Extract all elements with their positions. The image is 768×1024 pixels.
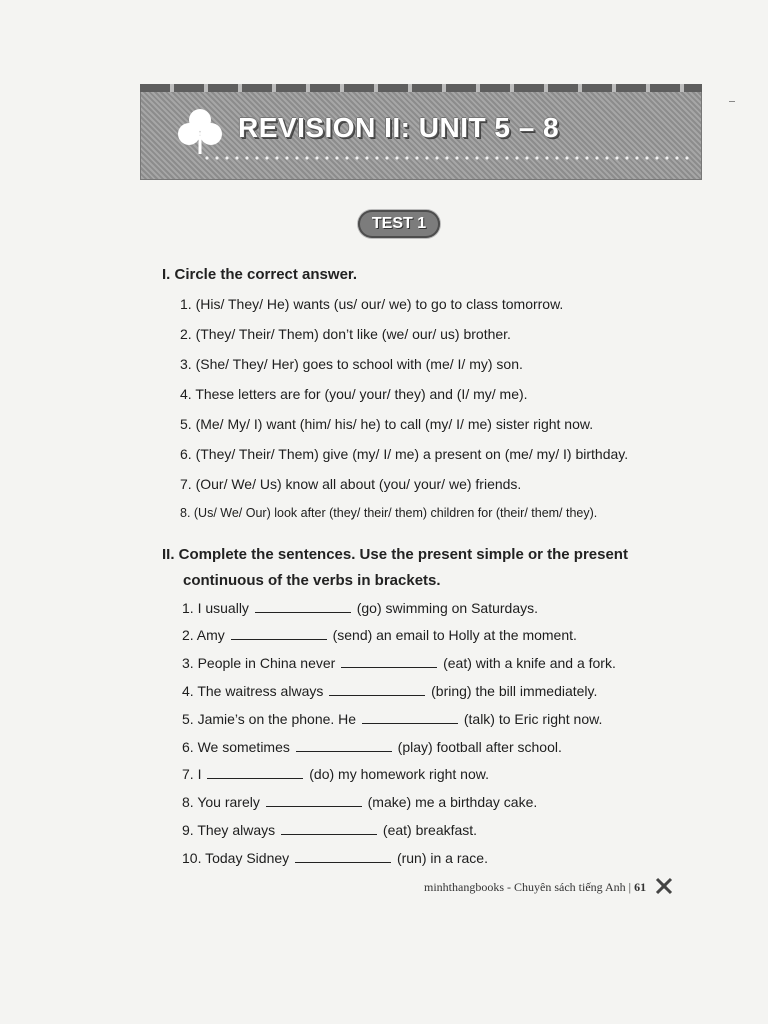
- item-text-before: 2. Amy: [182, 627, 225, 643]
- page-footer: [424, 880, 646, 895]
- section1-item-7: 7. (Our/ We/ Us) know all about (you/ your/ we) friends.: [180, 476, 522, 492]
- section2-item-6: [182, 739, 562, 755]
- clover-icon: [172, 102, 228, 158]
- item-text-before: 9. They always: [182, 822, 276, 838]
- section2-item-5: [182, 711, 602, 727]
- answer-blank[interactable]: [295, 850, 391, 863]
- answer-blank[interactable]: [341, 655, 437, 668]
- answer-blank[interactable]: [231, 627, 327, 640]
- section1-item-8: 8. (Us/ We/ Our) look after (they/ their/ them) children for (their/ them/ they).: [180, 506, 598, 520]
- section1-item-3: 3. (She/ They/ Her) goes to school with (me/ I/ my) son.: [180, 356, 523, 372]
- answer-blank[interactable]: [296, 739, 392, 752]
- page-title: REVISION II: UNIT 5 – 8: [238, 112, 560, 143]
- section2-item-2: [182, 627, 577, 643]
- section2-item-1: [182, 600, 538, 616]
- item-text-after: (run) in a race.: [396, 850, 488, 866]
- item-text-before: 4. The waitress always: [182, 683, 324, 699]
- item-text-after: (bring) the bill immediately.: [431, 683, 598, 699]
- item-text-after: (talk) to Eric right now.: [463, 711, 603, 727]
- item-text-after: (eat) breakfast.: [382, 822, 478, 838]
- item-text-before: 3. People in China never: [182, 655, 336, 671]
- footer-separator: |: [628, 880, 632, 894]
- item-text-after: (go) swimming on Saturdays.: [356, 600, 539, 616]
- section2-item-9: [182, 822, 477, 838]
- section1-item-6: 6. (They/ Their/ Them) give (my/ I/ me) a present on (me/ my/ I) birthday.: [180, 446, 629, 462]
- item-text-after: (send) an email to Holly at the moment.: [332, 627, 577, 643]
- answer-blank[interactable]: [207, 766, 303, 779]
- answer-blank[interactable]: [255, 600, 351, 613]
- answer-blank[interactable]: [362, 711, 458, 724]
- section2-item-7: [182, 766, 489, 782]
- section1-item-2: 2. (They/ Their/ Them) don’t like (we/ our/ us) brother.: [180, 326, 511, 342]
- page-number: 61: [634, 880, 647, 894]
- publisher-text: minhthangbooks - Chuyên sách tiếng Anh: [424, 880, 626, 894]
- section2-heading-line2: continuous of the verbs in brackets.: [183, 572, 441, 589]
- item-text-before: 10. Today Sidney: [182, 850, 290, 866]
- title-banner: [140, 84, 702, 180]
- item-text-before: 6. We sometimes: [182, 739, 290, 755]
- section2-item-8: [182, 794, 537, 810]
- item-text-before: 8. You rarely: [182, 794, 260, 810]
- item-text-before: 7. I: [182, 766, 202, 782]
- item-text-before: 5. Jamie’s on the phone. He: [182, 711, 357, 727]
- section1-item-1: 1. (His/ They/ He) wants (us/ our/ we) to go to class tomorrow.: [180, 296, 564, 312]
- section1-heading: I. Circle the correct answer.: [162, 266, 358, 283]
- section2-item-4: [182, 683, 597, 699]
- section2-item-3: [182, 655, 616, 671]
- banner-top-strip: [140, 84, 702, 92]
- item-text-after: (do) my homework right now.: [309, 766, 489, 782]
- banner-dotted-line: [202, 156, 694, 160]
- answer-blank[interactable]: [266, 794, 362, 807]
- item-text-before: 1. I usually: [182, 600, 249, 616]
- item-text-after: (eat) with a knife and a fork.: [443, 655, 616, 671]
- test-badge: TEST 1: [358, 210, 440, 238]
- item-text-after: (play) football after school.: [397, 739, 562, 755]
- scan-mark: [729, 101, 735, 102]
- answer-blank[interactable]: [281, 822, 377, 835]
- item-text-after: (make) me a birthday cake.: [367, 794, 538, 810]
- section2-item-10: [182, 850, 488, 866]
- answer-blank[interactable]: [329, 683, 425, 696]
- section1-item-5: 5. (Me/ My/ I) want (him/ his/ he) to call (my/ I/ me) sister right now.: [180, 416, 594, 432]
- ornament-icon: [655, 877, 673, 895]
- section2-heading-line1: II. Complete the sentences. Use the present simple or the present: [162, 546, 628, 563]
- section1-item-4: 4. These letters are for (you/ your/ they) and (I/ my/ me).: [180, 386, 528, 402]
